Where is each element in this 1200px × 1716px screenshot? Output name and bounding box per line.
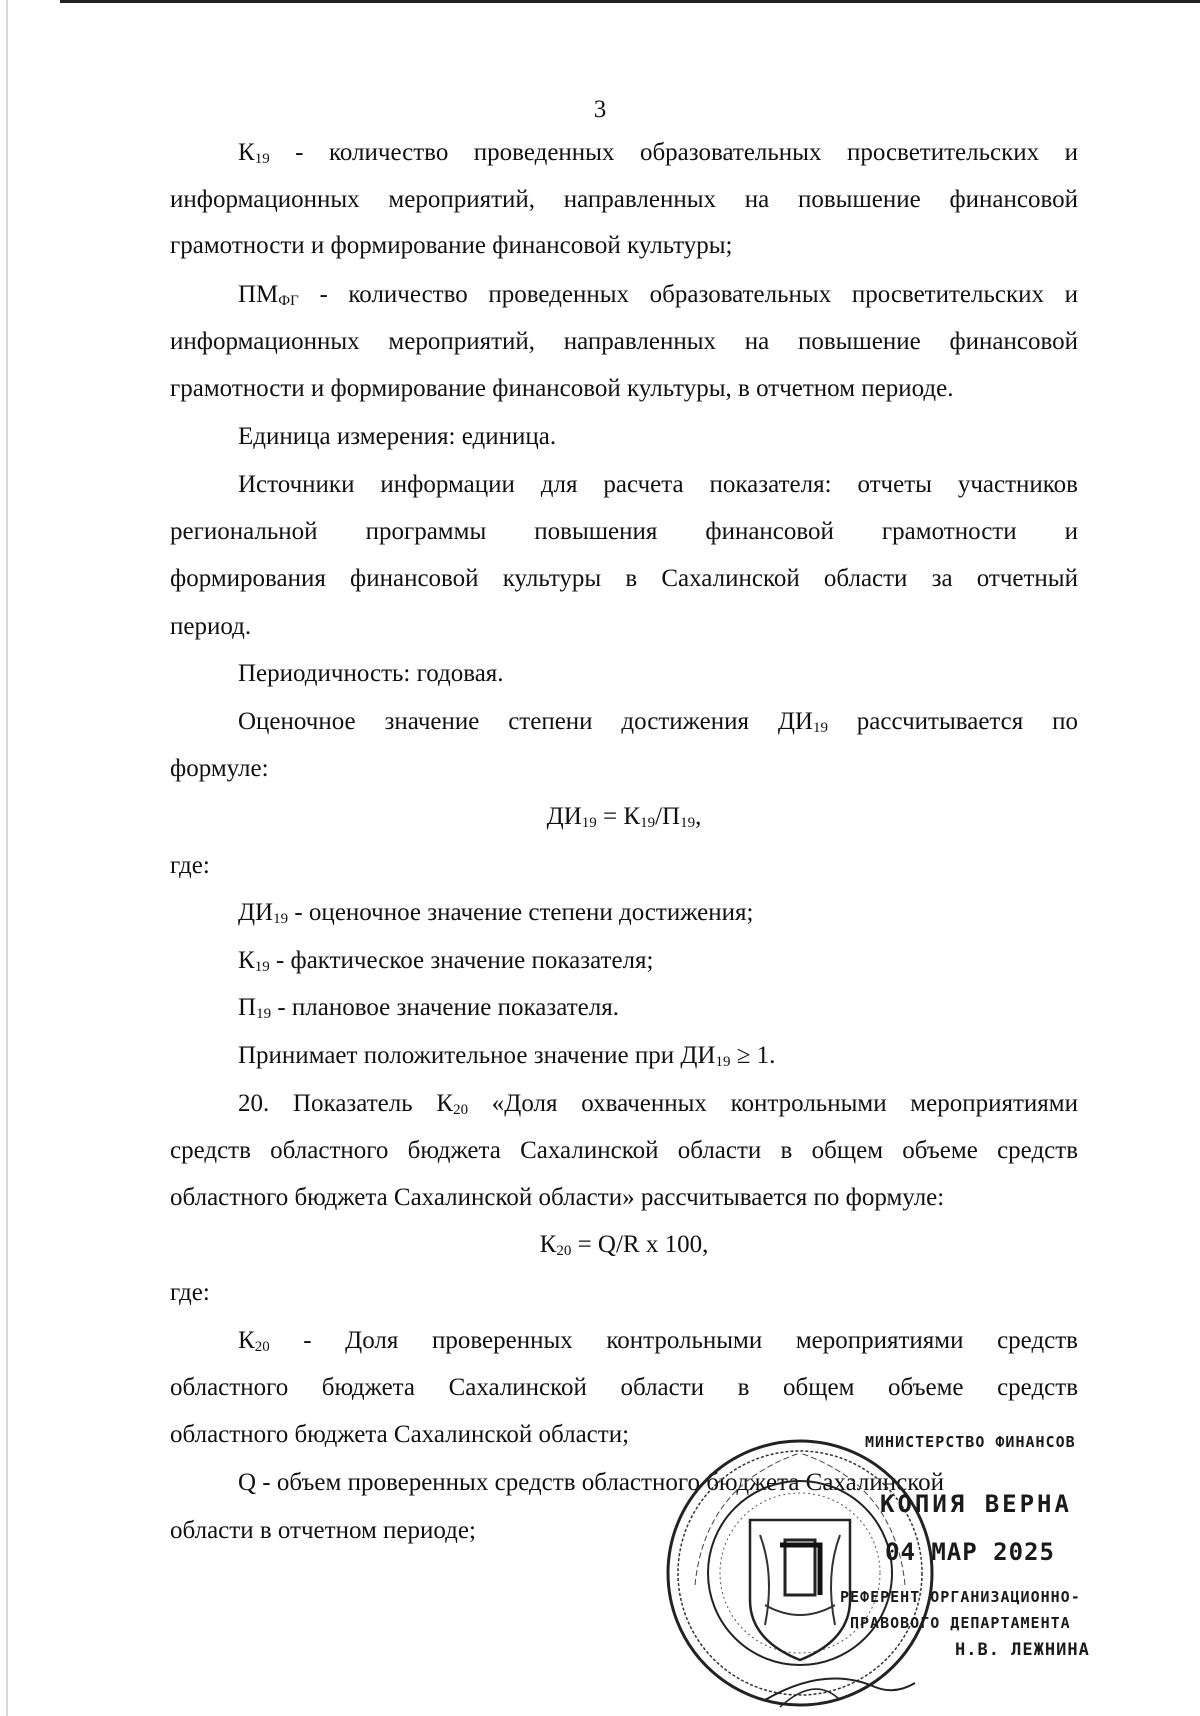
text-line: областного бюджета Сахалинской области» рассчитывается по формуле:	[170, 1184, 945, 1211]
text-line: где:	[170, 852, 210, 879]
text-line: областного бюджета Сахалинской области;	[170, 1421, 630, 1448]
text-line: $К_{19}$ - фактическое значение показателя;	[238, 947, 654, 975]
text-line: $ДИ_{19}$ - оценочное значение степени достижения;	[238, 899, 754, 927]
formula-di19: $ДИ_{19} = К_{19}/П_{19}$,	[546, 803, 702, 831]
text-line: формирования финансовой культуры в Сахалинской области за отчетный	[170, 565, 1078, 592]
text-line: где:	[170, 1279, 210, 1306]
text-line: Единица измерения: единица.	[238, 423, 557, 450]
page-number: 3	[593, 96, 607, 123]
stamp-ministry: МИНИСТЕРСТВО ФИНАНСОВ	[865, 1433, 1076, 1451]
text-line: региональной программы повышения финансовой грамотности и	[170, 518, 1078, 545]
text-line: областного бюджета Сахалинской области в общем объеме средств	[170, 1374, 1078, 1401]
text-line: $К_{19}$ - количество проведенных образовательных просветительских и	[238, 139, 1078, 167]
top-border-line	[60, 0, 1200, 3]
certification-stamp	[665, 1425, 1105, 1716]
stamp-position-1: РЕФЕРЕНТ ОРГАНИЗАЦИОННО-	[840, 1588, 1081, 1606]
text-line: 20. Показатель $К_{20}$ «Доля охваченных контрольными мероприятиями	[238, 1090, 1078, 1118]
stamp-position-2: ПРАВОВОГО ДЕПАРТАМЕНТА	[850, 1614, 1071, 1632]
text-line: $К_{20}$ - Доля проверенных контрольными мероприятиями средств	[238, 1327, 1078, 1355]
text-line: Оценочное значение степени достижения $ДИ_{19}$ рассчитывается по	[238, 708, 1078, 736]
stamp-copy-verified: КОПИЯ ВЕРНА	[880, 1490, 1072, 1518]
text-line: грамотности и формирование финансовой культуры;	[170, 232, 733, 259]
stamp-date: 04 МАР 2025	[885, 1538, 1055, 1566]
text-line: Источники информации для расчета показателя: отчеты участников	[238, 471, 1078, 498]
text-line: области в отчетном периоде;	[170, 1517, 476, 1544]
text-line: информационных мероприятий, направленных на повышение финансовой	[170, 328, 1078, 355]
formula-k20: $К_{20} = Q/R$ x 100,	[539, 1231, 709, 1259]
text-line: информационных мероприятий, направленных на повышение финансовой	[170, 186, 1078, 213]
text-line: Q - объем проверенных средств областного бюджета Сахалинской	[238, 1469, 945, 1496]
left-margin-line	[6, 0, 8, 1716]
text-line: Принимает положительное значение при $ДИ_{19} \ge 1$.	[238, 1042, 776, 1070]
text-line: Периодичность: годовая.	[238, 660, 504, 687]
text-line: $ПМ_{ФГ}$ - количество проведенных образовательных просветительских и	[238, 281, 1078, 309]
stamp-signatory: Н.В. ЛЕЖНИНА	[955, 1640, 1090, 1660]
official-seal-icon	[665, 1425, 935, 1716]
text-line: период.	[170, 613, 252, 640]
text-line: формуле:	[170, 755, 269, 782]
text-line: $П_{19}$ - плановое значение показателя.	[238, 994, 619, 1022]
text-line: средств областного бюджета Сахалинской области в общем объеме средств	[170, 1137, 1078, 1164]
text-line: грамотности и формирование финансовой культуры, в отчетном периоде.	[170, 375, 954, 402]
